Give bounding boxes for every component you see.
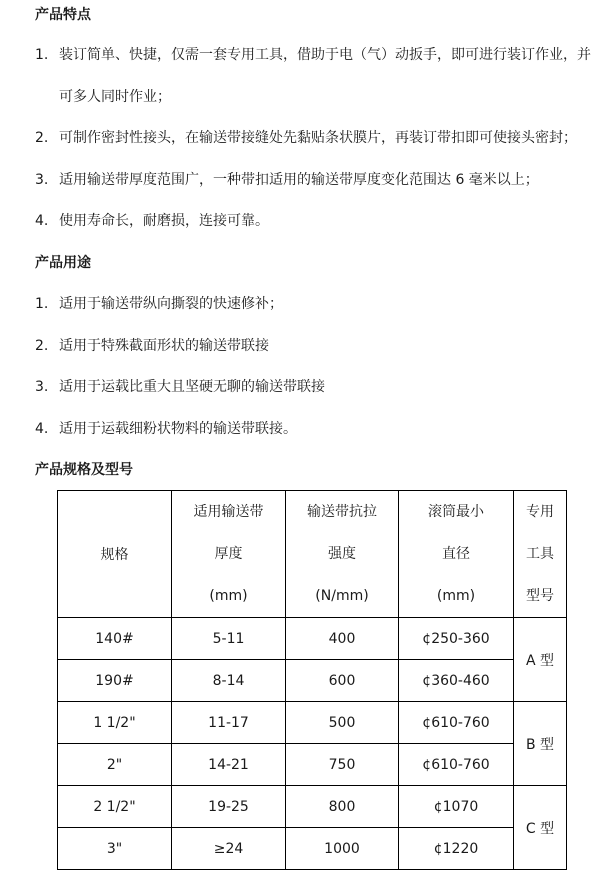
feature-item-number: 1. (35, 47, 49, 63)
usage-item-number: 2. (35, 338, 49, 354)
cell-spec: 140# (58, 618, 172, 660)
header-strength-line-1: 输送带抗拉 (307, 504, 377, 520)
cell-diameter: ¢1220 (399, 828, 514, 870)
usage-item-text: 适用于特殊截面形状的输送带联接 (59, 338, 269, 354)
feature-item-number: 4. (35, 213, 49, 229)
header-strength-line-2: 强度 (328, 546, 356, 562)
spec-table (57, 490, 567, 870)
header-diameter-line-1: 滚筒最小 (428, 504, 484, 520)
feature-item-3 (35, 170, 539, 190)
cell-diameter: ¢610-760 (399, 702, 514, 744)
usage-item-number: 1. (35, 296, 49, 312)
cell-tool-type: A 型 (514, 618, 567, 702)
cell-diameter: ¢1070 (399, 786, 514, 828)
cell-spec: 2 1/2" (58, 786, 172, 828)
cell-thickness: ≥24 (172, 828, 286, 870)
header-tool-line-1: 专用 (526, 504, 554, 520)
feature-item-number: 3. (35, 172, 49, 188)
specs-heading: 产品规格及型号 (35, 462, 133, 478)
feature-item-1 (35, 45, 591, 65)
feature-item-text: 装订简单、快捷，仅需一套专用工具，借助于电（气）动扳手，即可进行装订作业，并 (59, 47, 591, 63)
header-tool (514, 491, 567, 618)
feature-item-text: 可制作密封性接头，在输送带接缝处先黏贴条状膜片，再装订带扣即可使接头密封； (59, 130, 577, 146)
header-thickness-line-1: 适用输送带 (193, 504, 264, 520)
feature-item-4 (35, 211, 269, 231)
table-row (58, 702, 567, 744)
header-spec-text: 规格 (100, 547, 129, 563)
header-diameter-line-2: 直径 (442, 546, 470, 562)
usage-item-text: 适用于运载比重大且坚硬无聊的输送带联接 (59, 379, 325, 395)
cell-tool-type: B 型 (514, 702, 567, 786)
cell-strength: 600 (286, 660, 399, 702)
table-row (58, 744, 567, 786)
cell-strength: 750 (286, 744, 399, 786)
header-strength-line-3: (N/mm) (315, 588, 369, 604)
header-diameter (399, 491, 514, 618)
cell-diameter: ¢610-760 (399, 744, 514, 786)
usage-item-number: 3. (35, 379, 49, 395)
cell-diameter: ¢360-460 (399, 660, 514, 702)
table-row (58, 660, 567, 702)
features-heading: 产品特点 (35, 7, 91, 23)
usage-item-text: 适用于输送带纵向撕裂的快速修补； (59, 296, 283, 312)
usage-item-4 (35, 419, 297, 439)
usage-heading: 产品用途 (35, 255, 91, 271)
feature-item-number: 2. (35, 130, 49, 146)
cell-spec: 3" (58, 828, 172, 870)
cell-thickness: 19-25 (172, 786, 286, 828)
table-row (58, 786, 567, 828)
spec-table-header-row (58, 491, 567, 618)
header-tool-line-3: 型号 (526, 588, 554, 604)
header-thickness (172, 491, 286, 618)
usage-item-2 (35, 336, 269, 356)
header-strength (286, 491, 399, 618)
cell-strength: 1000 (286, 828, 399, 870)
cell-tool-type: C 型 (514, 786, 567, 870)
feature-item-text: 适用输送带厚度范围广，一种带扣适用的输送带厚度变化范围达 6 毫米以上； (59, 172, 539, 188)
header-spec (58, 491, 172, 618)
usage-item-1 (35, 294, 283, 314)
header-diameter-line-3: (mm) (436, 588, 476, 604)
header-tool-line-2: 工具 (526, 546, 554, 562)
cell-spec: 190# (58, 660, 172, 702)
cell-thickness: 14-21 (172, 744, 286, 786)
usage-item-number: 4. (35, 421, 49, 437)
cell-strength: 400 (286, 618, 399, 660)
usage-item-text: 适用于运载细粉状物料的输送带联接。 (59, 421, 297, 437)
feature-item-2 (35, 128, 577, 148)
cell-thickness: 8-14 (172, 660, 286, 702)
cell-spec: 1 1/2" (58, 702, 172, 744)
header-thickness-line-2: 厚度 (214, 546, 243, 562)
cell-spec: 2" (58, 744, 172, 786)
table-row (58, 618, 567, 660)
cell-strength: 500 (286, 702, 399, 744)
cell-thickness: 5-11 (172, 618, 286, 660)
header-thickness-line-3: (mm) (209, 588, 248, 604)
feature-item-1-continuation: 可多人同时作业； (59, 89, 171, 105)
usage-item-3 (35, 377, 325, 397)
cell-strength: 800 (286, 786, 399, 828)
table-row (58, 828, 567, 870)
cell-thickness: 11-17 (172, 702, 286, 744)
cell-diameter: ¢250-360 (399, 618, 514, 660)
feature-item-text: 使用寿命长，耐磨损，连接可靠。 (59, 213, 269, 229)
